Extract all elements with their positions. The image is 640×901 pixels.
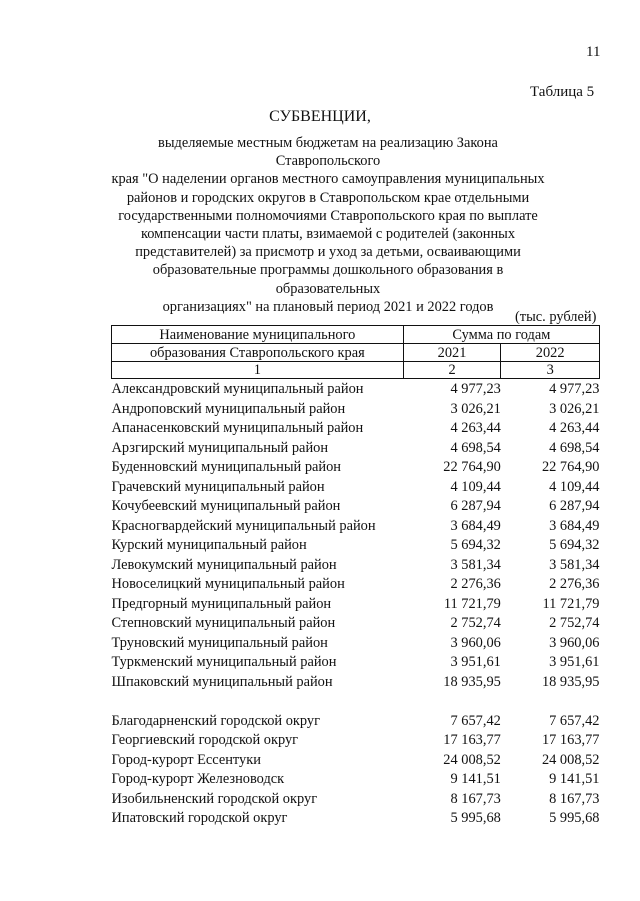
row-value-2021: 8 167,73	[450, 790, 501, 807]
row-value-2022: 6 287,94	[549, 498, 600, 514]
row-name: Георгиевский городской округ	[111, 732, 299, 748]
row-value-2022: 11 721,79	[542, 595, 600, 612]
row-value-2022: 8 167,73	[549, 790, 600, 807]
row-value-2022: 4 698,54	[549, 439, 600, 456]
row-value-2022: 4 977,23	[549, 381, 600, 397]
table-body	[112, 379, 600, 829]
row-name: Новоселицкий муниципальный район	[111, 576, 345, 592]
row-value-2022: 3 026,21	[549, 400, 600, 417]
header-year-2021: 2021	[403, 344, 501, 362]
row-value-2021: 2 752,74	[450, 615, 501, 631]
row-name: Апанасенковский муниципальный район	[111, 420, 364, 436]
row-value-2021: 3 026,21	[450, 400, 501, 417]
table-row	[112, 653, 600, 673]
table-row	[112, 595, 600, 615]
row-value-2021: 4 109,44	[450, 478, 501, 495]
table-row	[112, 751, 600, 771]
row-name: Курский муниципальный район	[111, 537, 307, 553]
row-value-2021: 22 764,90	[443, 459, 501, 475]
row-value-2021: 24 008,52	[443, 751, 501, 768]
row-value-2021: 3 951,61	[450, 654, 501, 670]
row-value-2022: 24 008,52	[541, 751, 600, 768]
subtitle-line: края "О наделении органов местного самоуправления муниципальных	[111, 171, 545, 188]
row-value-2021: 9 141,51	[450, 771, 501, 787]
row-value-2021: 3 684,49	[450, 517, 501, 534]
header-sum-label: Сумма по годам	[403, 326, 599, 344]
table-row	[112, 439, 600, 459]
table-row	[112, 575, 600, 595]
row-value-2021: 6 287,94	[450, 498, 501, 514]
header-name-line1: Наименование муниципального	[112, 326, 404, 344]
row-name: Город-курорт Железноводск	[111, 771, 285, 787]
row-value-2021: 4 977,23	[450, 381, 501, 397]
row-value-2022: 2 752,74	[549, 615, 600, 631]
subtitle-line: районов и городских округов в Ставропольском крае отдельными	[126, 189, 530, 206]
row-value-2021: 2 276,36	[450, 576, 501, 592]
row-value-2022: 4 263,44	[549, 420, 600, 436]
row-name: Благодарненский городской округ	[111, 712, 321, 729]
table-row	[112, 809, 600, 829]
row-name: Ипатовский городской округ	[111, 810, 288, 826]
table-row	[112, 497, 600, 517]
row-value-2022: 3 684,49	[549, 517, 600, 534]
header-col-number-1: 1	[112, 362, 404, 379]
row-name: Левокумский муниципальный район	[111, 556, 337, 573]
row-name: Кочубеевский муниципальный район	[111, 498, 341, 514]
table-label: Таблица 5	[530, 84, 595, 100]
row-value-2021: 4 263,44	[450, 420, 501, 436]
row-value-2021: 5 995,68	[450, 810, 501, 826]
subtitle-line: компенсации части платы, взимаемой с родителей (законных	[140, 226, 516, 243]
subtitle-line: образовательные программы дошкольного образования в образовательных	[152, 262, 504, 297]
table-row	[112, 731, 600, 751]
row-value-2022: 3 960,06	[549, 634, 600, 651]
row-value-2022: 3 951,61	[549, 654, 600, 670]
subtitle-line: государственными полномочиями Ставропольского края по выплате	[118, 207, 538, 224]
row-name: Шпаковский муниципальный район	[111, 673, 333, 690]
header-col-number-3: 3	[501, 362, 600, 379]
row-name: Туркменский муниципальный район	[111, 654, 337, 670]
page-number: 11	[586, 44, 601, 60]
row-value-2022: 3 581,34	[549, 556, 600, 573]
row-value-2021: 4 698,54	[450, 439, 501, 456]
row-name: Город-курорт Ессентуки	[111, 751, 261, 768]
table-row	[112, 790, 600, 810]
row-value-2021: 18 935,95	[443, 673, 501, 690]
row-value-2022: 22 764,90	[541, 459, 600, 475]
row-name: Андроповский муниципальный район	[111, 400, 346, 417]
row-name: Степновский муниципальный район	[111, 615, 336, 631]
units-label: (тыс. рублей)	[515, 309, 597, 325]
row-value-2022: 4 109,44	[549, 478, 600, 495]
row-name: Арзгирский муниципальный район	[111, 439, 329, 456]
table-row	[112, 400, 600, 420]
header-name-line2: образования Ставропольского края	[112, 344, 404, 362]
document-title: СУБВЕНЦИИ,	[269, 108, 371, 125]
table-row	[112, 478, 600, 498]
row-value-2021: 7 657,42	[450, 712, 501, 729]
row-value-2022: 5 995,68	[549, 810, 600, 826]
row-name: Изобильненский городской округ	[111, 790, 318, 807]
subtitle-line: выделяемые местным бюджетам на реализацию Закона Ставропольского	[158, 135, 498, 170]
row-value-2022: 17 163,77	[541, 732, 600, 748]
row-value-2021: 3 581,34	[450, 556, 501, 573]
subtitle-line: организациях" на плановый период 2021 и 2022 годов	[162, 298, 494, 315]
row-value-2022: 9 141,51	[549, 771, 600, 787]
subtitle-line: представителей) за присмотр и уход за детьми, осваивающими	[135, 244, 521, 261]
table-row	[112, 536, 600, 556]
row-name: Предгорный муниципальный район	[111, 595, 332, 612]
table-row	[112, 614, 600, 634]
row-name: Грачевский муниципальный район	[111, 478, 325, 495]
row-value-2022: 5 694,32	[549, 537, 600, 553]
row-name: Буденновский муниципальный район	[111, 459, 342, 475]
table-row	[112, 556, 600, 576]
row-value-2021: 17 163,77	[443, 732, 501, 748]
row-value-2021: 11 721,79	[443, 595, 501, 612]
table-row	[112, 770, 600, 790]
table-row	[112, 712, 600, 732]
table-row	[112, 379, 600, 400]
row-name: Александровский муниципальный район	[111, 381, 364, 397]
row-value-2022: 2 276,36	[549, 576, 600, 592]
subventions-table	[111, 325, 600, 829]
row-value-2021: 5 694,32	[450, 537, 501, 553]
table-row	[112, 419, 600, 439]
row-value-2021: 3 960,06	[450, 634, 501, 651]
row-name: Красногвардейский муниципальный район	[111, 517, 376, 534]
row-value-2022: 7 657,42	[549, 712, 600, 729]
row-value-2022: 18 935,95	[541, 673, 600, 690]
table-row	[112, 673, 600, 693]
header-col-number-2: 2	[403, 362, 501, 379]
table-row	[112, 458, 600, 478]
table-row	[112, 634, 600, 654]
document-subtitle	[110, 134, 546, 316]
row-name: Труновский муниципальный район	[111, 634, 328, 651]
group-spacer	[112, 692, 600, 712]
header-year-2022: 2022	[501, 344, 600, 362]
table-row	[112, 517, 600, 537]
